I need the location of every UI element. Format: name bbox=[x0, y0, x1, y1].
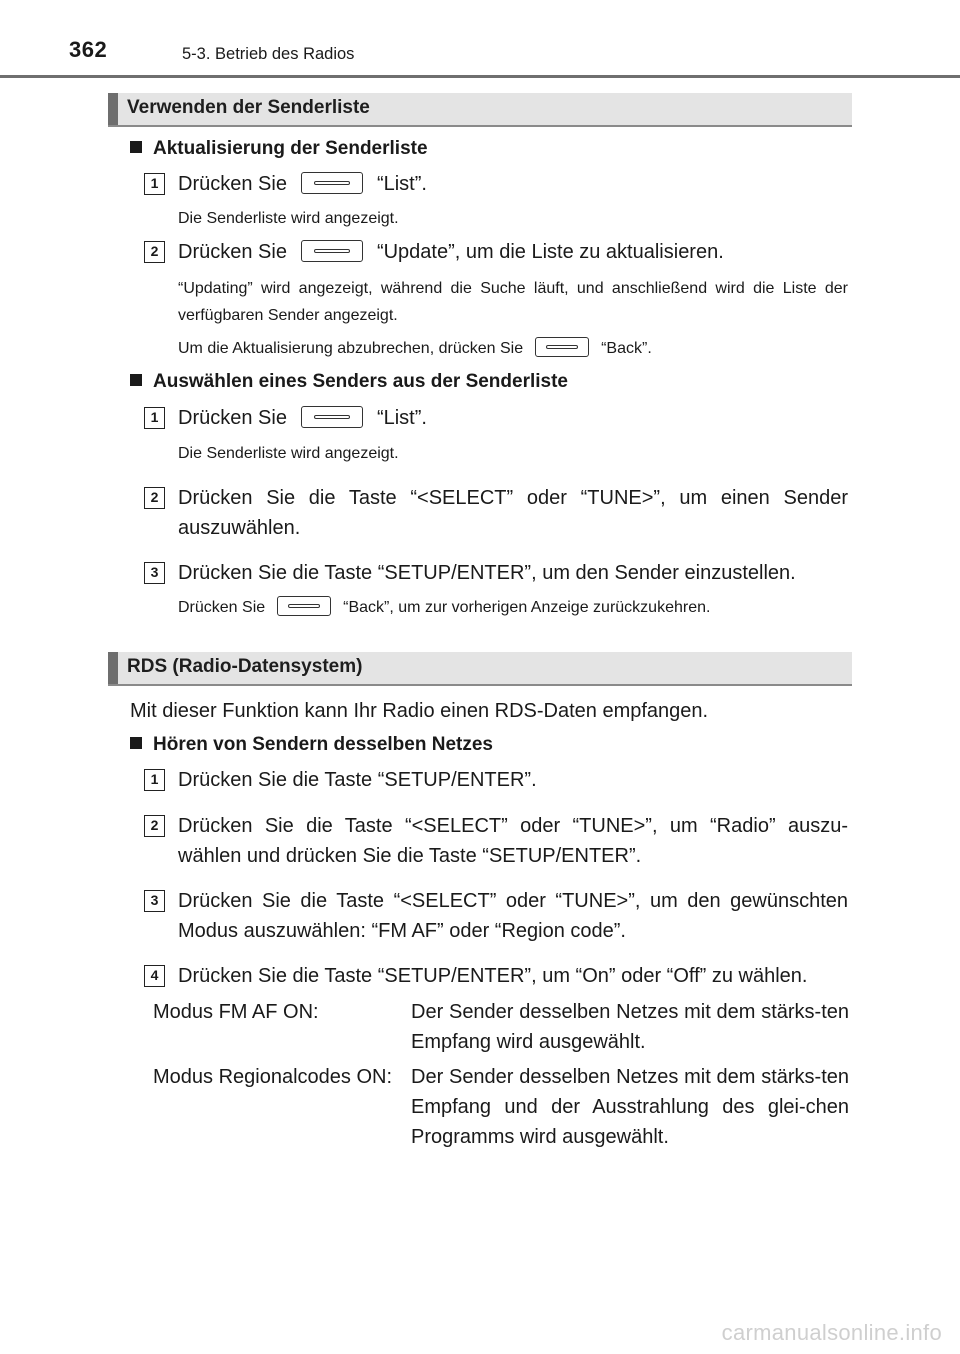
step-number: 1 bbox=[144, 407, 165, 429]
banner-accent-bar bbox=[108, 652, 118, 684]
step-item: 2 Drücken Sie die Taste “<SELECT” oder “TUNE>”, um “Radio” auszu-wählen und drücken Sie die Taste “SETUP/ENTER”. bbox=[144, 811, 848, 871]
definition-term: Modus FM AF ON: bbox=[153, 1001, 319, 1023]
definition-row bbox=[153, 1062, 849, 1152]
square-bullet-icon bbox=[130, 141, 142, 153]
section-banner-senderliste bbox=[108, 93, 852, 127]
section-intro: Mit dieser Funktion kann Ihr Radio einen RDS-Daten empfangen. bbox=[130, 700, 709, 722]
step-item: 3 Drücken Sie die Taste “<SELECT” oder “TUNE>”, um den gewünschten Modus auszuwählen: “FM AF” oder “Region code”. bbox=[144, 886, 848, 946]
toggle-button-icon bbox=[301, 172, 363, 194]
section-title: Verwenden der Senderliste bbox=[127, 97, 370, 118]
subsection-heading: Hören von Sendern desselben Netzes bbox=[130, 734, 493, 756]
toggle-button-icon bbox=[301, 406, 363, 428]
mode-definition-list bbox=[153, 997, 849, 1157]
step-item: 2 Drücken Sie “Update”, um die Liste zu aktualisieren. bbox=[144, 237, 848, 267]
step-item: 1 Drücken Sie “List”. bbox=[144, 403, 848, 433]
step-number: 2 bbox=[144, 487, 165, 509]
page-number: 362 bbox=[69, 37, 108, 62]
square-bullet-icon bbox=[130, 737, 142, 749]
toggle-button-icon bbox=[277, 596, 331, 616]
step-note: Um die Aktualisierung abzubrechen, drücken Sie “Back”. bbox=[178, 335, 848, 362]
step-number: 3 bbox=[144, 562, 165, 584]
section-banner-rds bbox=[108, 652, 852, 686]
step-note: “Updating” wird angezeigt, während die Suche läuft, und anschließend wird die Liste der verfügbaren Sender angezeigt. bbox=[178, 280, 848, 324]
step-note: Drücken Sie “Back”, um zur vorherigen Anzeige zurückzukehren. bbox=[178, 594, 848, 621]
watermark-logo: carmanualsonline.info bbox=[721, 1320, 942, 1345]
step-item: 2 Drücken Sie die Taste “<SELECT” oder “TUNE>”, um einen Sender auszuwählen. bbox=[144, 483, 848, 543]
section-title: RDS (Radio-Datensystem) bbox=[127, 656, 363, 677]
definition-term: Modus Regionalcodes ON: bbox=[153, 1066, 393, 1088]
definition-text: Der Sender desselben Netzes mit dem stärks-ten Empfang wird ausgewählt. bbox=[411, 1001, 849, 1053]
banner-accent-bar bbox=[108, 93, 118, 125]
step-number: 1 bbox=[144, 173, 165, 195]
header-divider bbox=[0, 75, 960, 78]
toggle-button-icon bbox=[301, 240, 363, 262]
step-number: 3 bbox=[144, 890, 165, 912]
subsection-heading: Auswählen eines Senders aus der Senderliste bbox=[130, 371, 568, 393]
section-breadcrumb: 5-3. Betrieb des Radios bbox=[182, 45, 355, 63]
step-number: 2 bbox=[144, 815, 165, 837]
step-item: 1 Drücken Sie “List”. bbox=[144, 169, 848, 199]
step-note: Die Senderliste wird angezeigt. bbox=[178, 210, 399, 227]
step-number: 2 bbox=[144, 241, 165, 263]
toggle-button-icon bbox=[535, 337, 589, 357]
subsection-heading: Aktualisierung der Senderliste bbox=[130, 138, 428, 160]
square-bullet-icon bbox=[130, 374, 142, 386]
step-number: 4 bbox=[144, 965, 165, 987]
step-number: 1 bbox=[144, 769, 165, 791]
step-item: 3 Drücken Sie die Taste “SETUP/ENTER”, um den Sender einzustellen. bbox=[144, 558, 848, 588]
page-header bbox=[0, 0, 960, 80]
definition-row bbox=[153, 997, 849, 1057]
step-item: 4 Drücken Sie die Taste “SETUP/ENTER”, um “On” oder “Off” zu wählen. bbox=[144, 961, 848, 991]
step-item: 1 Drücken Sie die Taste “SETUP/ENTER”. bbox=[144, 765, 848, 795]
step-note: Die Senderliste wird angezeigt. bbox=[178, 445, 399, 462]
definition-text: Der Sender desselben Netzes mit dem stärks-ten Empfang und der Ausstrahlung des glei-chen Programms wird ausgewählt. bbox=[411, 1066, 849, 1148]
